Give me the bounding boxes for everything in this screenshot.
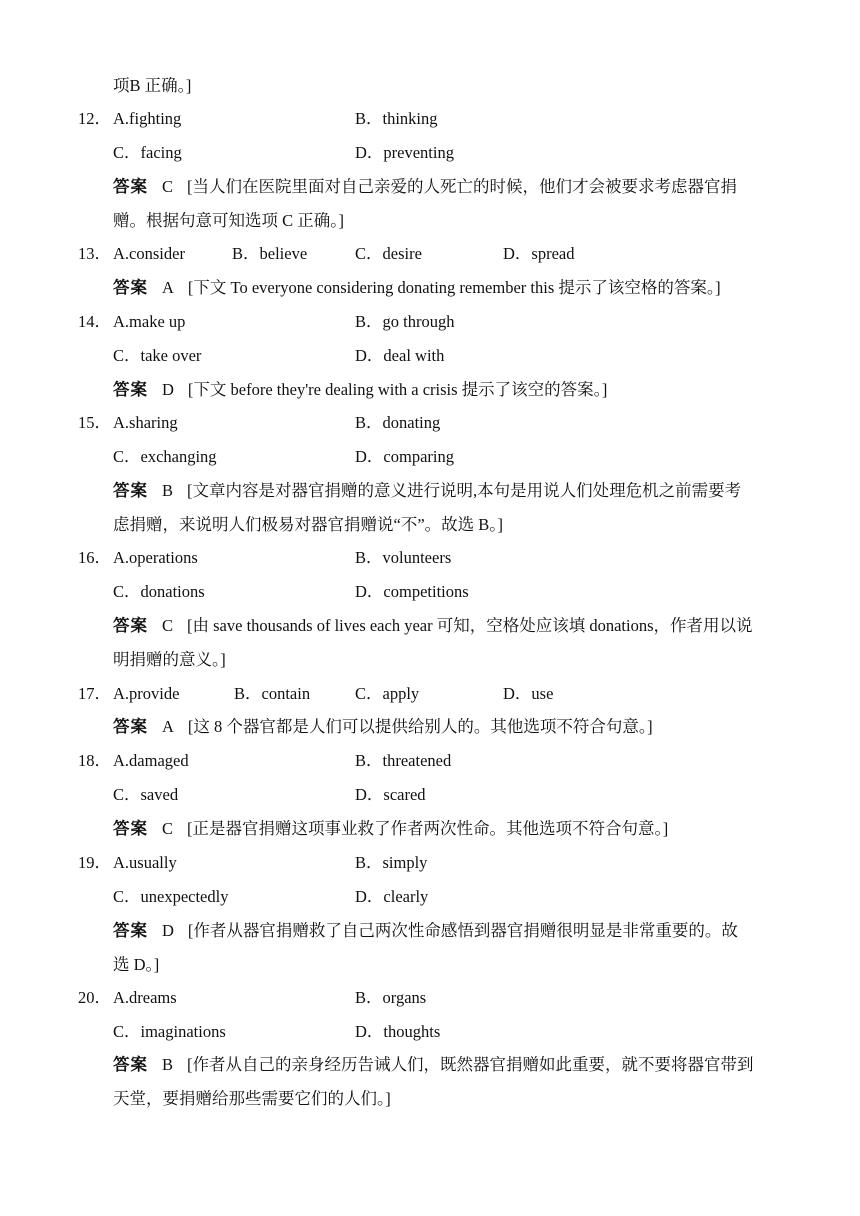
- answer-explanation-cont: 天堂，要捐赠给那些需要它们的人们。]: [113, 1089, 391, 1108]
- option-b: B．donating: [355, 413, 441, 432]
- answer-letter: C: [162, 177, 174, 196]
- option-a: A.make up: [113, 312, 186, 331]
- answer-letter: B: [162, 1055, 174, 1074]
- answer-line: [113, 616, 753, 636]
- option-b: B．organs: [355, 988, 427, 1007]
- option-b: B．contain: [234, 684, 311, 703]
- option-c: C．saved: [113, 785, 179, 804]
- option-c: C．imaginations: [113, 1022, 226, 1041]
- answer-line: [113, 717, 653, 737]
- question-number: 13．: [78, 244, 111, 263]
- answer-label: 答案: [113, 921, 148, 940]
- answer-explanation-cont: 虑捐赠，来说明人们极易对器官捐赠说“不”。故选 B。]: [113, 515, 504, 534]
- answer-explanation: [下文 To everyone considering donating remember this 提示了该空格的答案。]: [187, 278, 721, 297]
- answer-explanation: [这 8 个器官都是人们可以提供给别人的。其他选项不符合句意。]: [187, 717, 653, 736]
- answer-explanation: [文章内容是对器官捐赠的意义进行说明,本句是用说人们处理危机之前需要考: [187, 481, 742, 500]
- answer-line: [113, 1055, 754, 1075]
- option-a: A.fighting: [113, 109, 182, 128]
- option-d: D．use: [503, 684, 554, 703]
- question-number: 18．: [78, 751, 111, 770]
- option-c: C．unexpectedly: [113, 887, 229, 906]
- answer-letter: B: [162, 481, 174, 500]
- answer-explanation: [由 save thousands of lives each year 可知，空格处应该填 donations，作者用以说: [187, 616, 753, 635]
- intro-line: 项B 正确。]: [113, 76, 192, 95]
- question-number: 12．: [78, 109, 111, 128]
- option-d: D．preventing: [355, 143, 454, 162]
- question-number: 16．: [78, 548, 111, 567]
- answer-explanation: [作者从器官捐赠救了自己两次性命感悟到器官捐赠很明显是非常重要的。故: [187, 921, 738, 940]
- answer-line: [113, 819, 668, 839]
- answer-label: 答案: [113, 616, 148, 635]
- answer-letter: A: [162, 717, 174, 736]
- option-d: D．competitions: [355, 582, 469, 601]
- option-b: B．thinking: [355, 109, 438, 128]
- option-c: C．facing: [113, 143, 182, 162]
- answer-label: 答案: [113, 717, 148, 736]
- option-a: A.sharing: [113, 413, 178, 432]
- answer-line: [113, 380, 607, 400]
- answer-label: 答案: [113, 1055, 148, 1074]
- option-d: D．spread: [503, 244, 575, 263]
- answer-line: [113, 177, 737, 197]
- answer-explanation: [正是器官捐赠这项事业救了作者两次性命。其他选项不符合句意。]: [187, 819, 669, 838]
- answer-label: 答案: [113, 819, 148, 838]
- question-number: 15．: [78, 413, 111, 432]
- option-b: B．simply: [355, 853, 428, 872]
- option-a: A.usually: [113, 853, 177, 872]
- option-d: D．deal with: [355, 346, 445, 365]
- answer-explanation: [作者从自己的亲身经历告诫人们，既然器官捐赠如此重要，就不要将器官带到: [187, 1055, 754, 1074]
- option-b: B．volunteers: [355, 548, 452, 567]
- answer-explanation: [下文 before they're dealing with a crisis 提示了该空的答案。]: [187, 380, 608, 399]
- answer-line: [113, 921, 738, 941]
- question-number: 14．: [78, 312, 111, 331]
- answer-label: 答案: [113, 177, 148, 196]
- option-b: B．go through: [355, 312, 455, 331]
- option-b: B．threatened: [355, 751, 452, 770]
- answer-explanation-cont: 选 D。]: [113, 955, 160, 974]
- answer-letter: C: [162, 819, 174, 838]
- answer-letter: D: [162, 921, 174, 940]
- option-a: A.damaged: [113, 751, 189, 770]
- answer-letter: C: [162, 616, 174, 635]
- option-d: D．comparing: [355, 447, 454, 466]
- answer-letter: D: [162, 380, 174, 399]
- answer-explanation-cont: 赠。根据句意可知选项 C 正确。]: [113, 211, 344, 230]
- option-b: B．believe: [232, 244, 308, 263]
- option-c: C．apply: [355, 684, 420, 703]
- answer-label: 答案: [113, 380, 148, 399]
- option-a: A.consider: [113, 244, 185, 263]
- option-c: C．take over: [113, 346, 202, 365]
- option-c: C．desire: [355, 244, 422, 263]
- answer-explanation: [当人们在医院里面对自己亲爱的人死亡的时候，他们才会被要求考虑器官捐: [187, 177, 738, 196]
- answer-label: 答案: [113, 278, 148, 297]
- answer-line: [113, 278, 721, 298]
- question-number: 20．: [78, 988, 111, 1007]
- option-d: D．thoughts: [355, 1022, 441, 1041]
- option-a: A.dreams: [113, 988, 177, 1007]
- answer-line: [113, 481, 741, 501]
- option-a: A.operations: [113, 548, 198, 567]
- option-d: D．scared: [355, 785, 426, 804]
- option-a: A.provide: [113, 684, 180, 703]
- option-d: D．clearly: [355, 887, 429, 906]
- question-number: 19．: [78, 853, 111, 872]
- option-c: C．donations: [113, 582, 205, 601]
- answer-letter: A: [162, 278, 174, 297]
- question-number: 17．: [78, 684, 111, 703]
- option-c: C．exchanging: [113, 447, 217, 466]
- answer-explanation-cont: 明捐赠的意义。]: [113, 650, 226, 669]
- answer-label: 答案: [113, 481, 148, 500]
